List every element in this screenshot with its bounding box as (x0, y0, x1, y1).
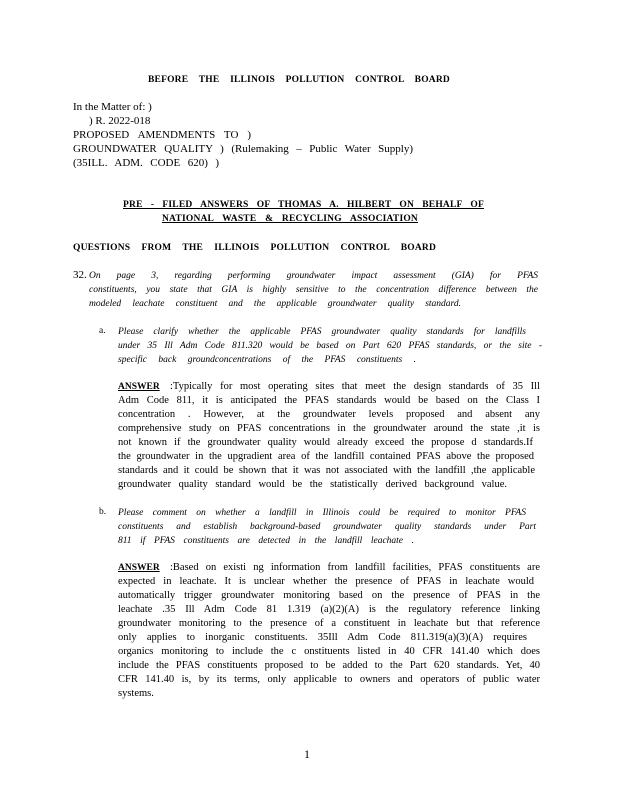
answer-a-line-1: :Typically for most operating sites that meet the design standards of 35 Ill (170, 381, 540, 392)
answer-b-line-4: leachate .35 Ill Adm Code 81 1.319 (a)(2)(A) is the regulatory reference linking (118, 604, 540, 615)
answer-a-line-3: concentration . However, at the groundwater levels proposed and absent any (118, 409, 540, 420)
answer-a-line-6: the groundwater in the upgradient area of the landfill contained PFAS above the proposed (118, 451, 534, 462)
document-title-line-1: PRE - FILED ANSWERS OF THOMAS A. HILBERT ON BEHALF OF (123, 200, 484, 210)
section-heading: QUESTIONS FROM THE ILLINOIS POLLUTION CONTROL BOARD (73, 243, 436, 253)
document-title-line-2: NATIONAL WASTE & RECYCLING ASSOCIATION (162, 214, 418, 224)
caption-line-1: PROPOSED AMENDMENTS TO ) (73, 129, 251, 141)
subquestion-b-letter: b. (99, 507, 107, 517)
answer-a-line-8: groundwater quality standard would be the statistically derived background value. (118, 479, 507, 490)
answer-a-line-4: comprehensive study on PFAS concentrations in the groundwater around the state ,it is (118, 423, 540, 434)
document-heading: BEFORE THE ILLINOIS POLLUTION CONTROL BOARD (148, 75, 450, 85)
answer-a-line-2: Adm Code 811, it is anticipated the PFAS standards would be based on the Class I (118, 395, 540, 406)
answer-b-line-7: organics monitoring to include the c onstituents listed in 40 CFR 141.40 which does (118, 646, 540, 657)
answer-b-line-5: groundwater monitoring to the presence of a constituent in leachate but that reference (118, 618, 540, 629)
answer-b-line-10: systems. (118, 688, 154, 699)
answer-b-line-9: CFR 141.40 is, by its terms, only applicable to owners and operators of public water (118, 674, 540, 685)
subquestion-a-letter: a. (99, 326, 106, 336)
subquestion-b-line-2: constituents and establish background-based groundwater quality standards under Part (118, 522, 536, 532)
answer-a-line-7: standards and it could be shown that it was not associated with the landfill ,the applicable (118, 465, 535, 476)
subquestion-a-line-2: under 35 Ill Adm Code 811.320 would be based on Part 620 PFAS standards, or the site - (118, 341, 542, 351)
page-number: 1 (304, 747, 310, 761)
answer-a-line-5: not known if the groundwater quality would already exceed the propose d standards.If (118, 437, 533, 448)
question-32-line-3: modeled leachate constituent and the applicable groundwater quality standard. (89, 299, 461, 309)
answer-b-line-1: :Based on existi ng information from landfill facilities, PFAS constituents are (170, 562, 540, 573)
subquestion-b-line-1: Please comment on whether a landfill in Illinois could be required to monitor PFAS (118, 508, 526, 518)
answer-b-line-8: include the PFAS constituents proposed to be added to the Part 620 standards. Yet, 40 (118, 660, 540, 671)
caption-docket: ) R. 2022-018 (89, 115, 151, 127)
answer-b-line-6: only applies to inorganic constituents. 35Ill Adm Code 811.319(a)(3)(A) requires (118, 632, 527, 643)
question-number: 32. (73, 269, 87, 281)
caption-matter: In the Matter of: ) (73, 101, 152, 113)
answer-a-label: ANSWER (118, 382, 160, 392)
answer-b-line-2: expected in leachate. It is unclear whether the presence of PFAS in leachate would (118, 576, 534, 587)
answer-b-label: ANSWER (118, 563, 160, 573)
subquestion-b-line-3: 811 if PFAS constituents are detected in the landfill leachate . (118, 536, 414, 546)
subquestion-a-line-1: Please clarify whether the applicable PFAS groundwater quality standards for landfills (118, 327, 526, 337)
question-32-line-2: constituents, you state that GIA is highly sensitive to the concentration difference between the (89, 285, 538, 295)
caption-line-2: GROUNDWATER QUALITY ) (Rulemaking – Public Water Supply) (73, 143, 413, 155)
question-32-line-1: On page 3, regarding performing groundwater impact assessment (GIA) for PFAS (89, 271, 538, 281)
answer-b-line-3: automatically trigger groundwater monitoring based on the presence of PFAS in the (118, 590, 540, 601)
caption-line-3: (35ILL. ADM. CODE 620) ) (73, 157, 219, 169)
subquestion-a-line-3: specific back groundconcentrations of the PFAS constituents . (118, 355, 416, 365)
